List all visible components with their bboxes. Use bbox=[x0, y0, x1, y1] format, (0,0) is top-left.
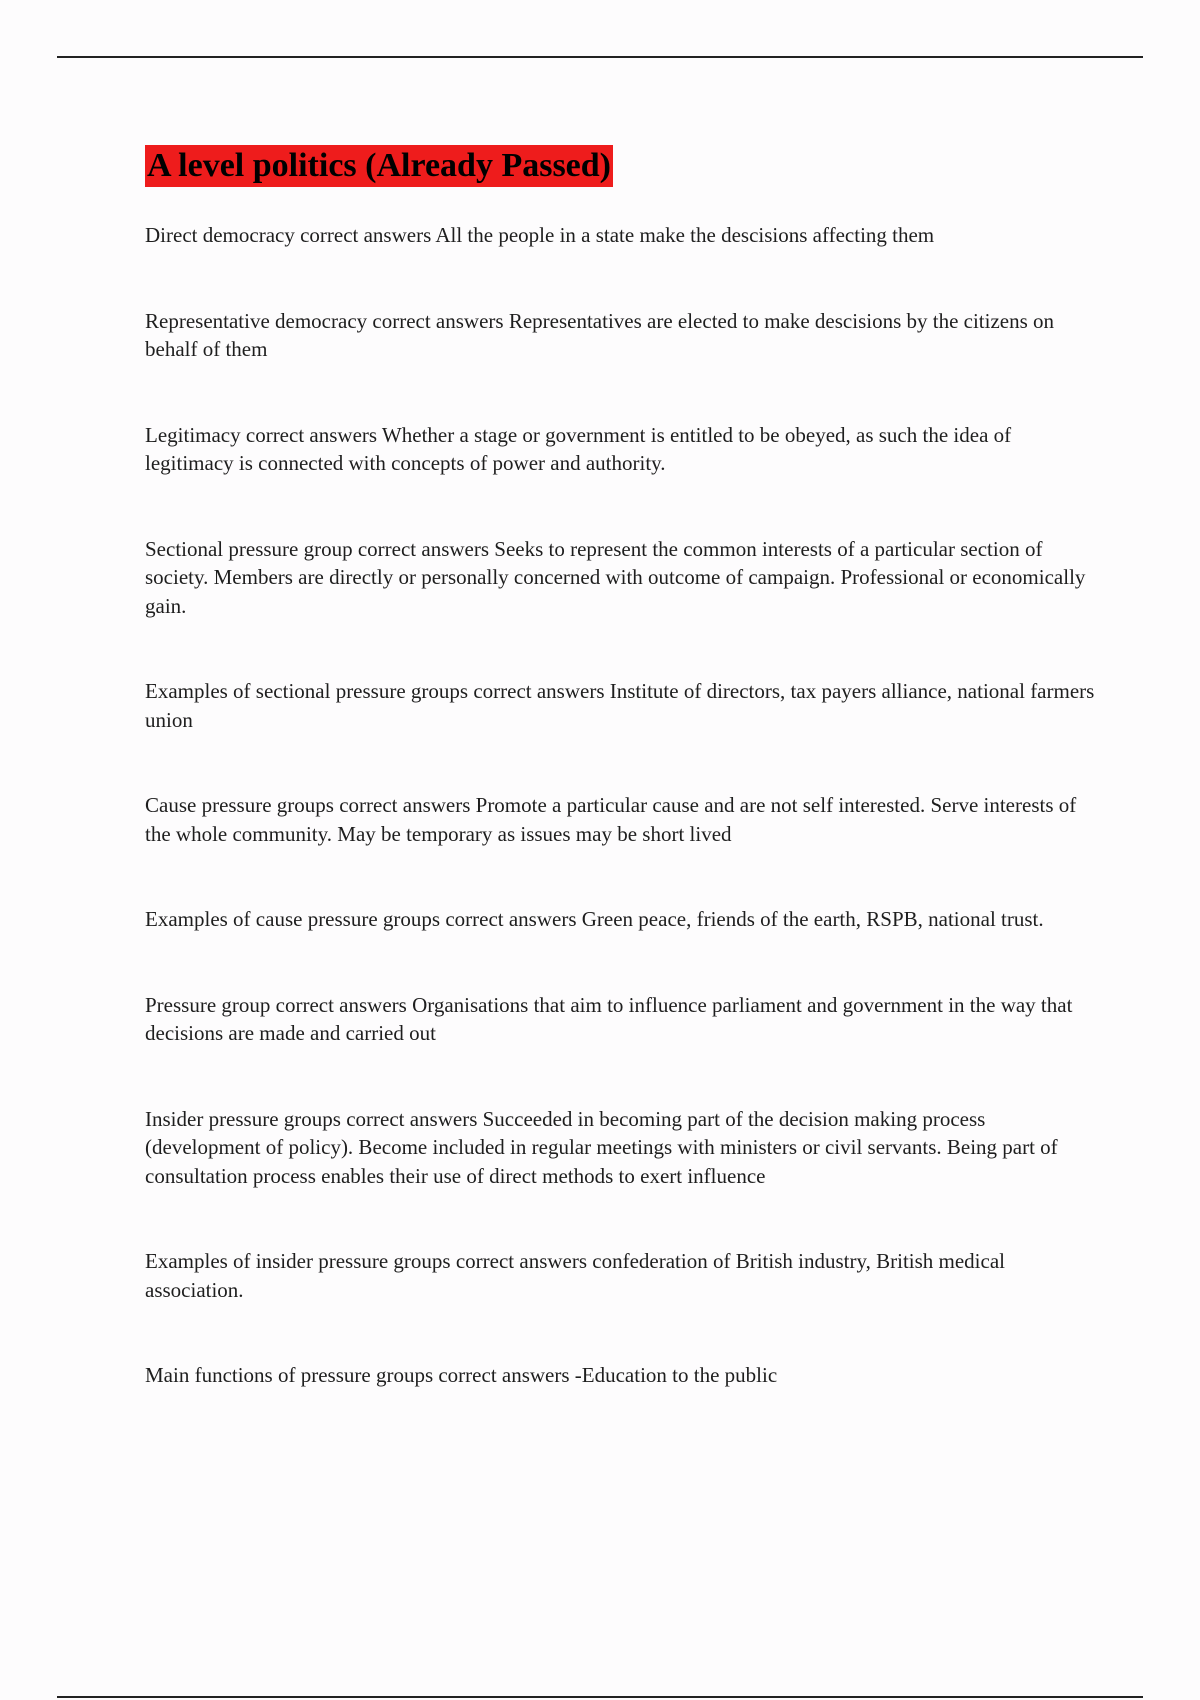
flashcard-entry: Main functions of pressure groups correct answers -Education to the public bbox=[145, 1363, 778, 1387]
flashcard-entry: Insider pressure groups correct answers Succeeded in becoming part of the decision making process (development of policy). Become included in regular meetings with ministers or civil servants. Being part of consultation process enables their use of direct methods to exert influence bbox=[145, 1106, 1058, 1188]
flashcard-entry: Representative democracy correct answers Representatives are elected to make descisions by the citizens on behalf of them bbox=[145, 308, 1055, 361]
document-body bbox=[145, 145, 1095, 1447]
flashcard-entry: Examples of sectional pressure groups correct answers Institute of directors, tax payers alliance, national farmers union bbox=[145, 679, 1095, 732]
bottom-rule bbox=[57, 1696, 1143, 1698]
flashcard-entry: Legitimacy correct answers Whether a stage or government is entitled to be obeyed, as such the idea of legitimacy is connected with concepts of power and authority. bbox=[145, 422, 1012, 475]
flashcard-list bbox=[145, 221, 1095, 1390]
flashcard-entry: Pressure group correct answers Organisations that aim to influence parliament and government in the way that decisions are made and carried out bbox=[145, 992, 1073, 1045]
flashcard-entry: Examples of insider pressure groups correct answers confederation of British industry, British medical association. bbox=[145, 1249, 1005, 1302]
top-rule bbox=[57, 56, 1143, 58]
flashcard-entry: Cause pressure groups correct answers Promote a particular cause and are not self interested. Serve interests of the whole community. May be temporary as issues may be short lived bbox=[145, 793, 1077, 846]
flashcard-entry: Sectional pressure group correct answers Seeks to represent the common interests of a particular section of society. Members are directly or personally concerned with outcome of campaign. Professional or economically gain. bbox=[145, 536, 1086, 618]
document-title: A level politics (Already Passed) bbox=[145, 145, 613, 187]
flashcard-entry: Examples of cause pressure groups correct answers Green peace, friends of the earth, RSPB, national trust. bbox=[145, 907, 1044, 931]
flashcard-entry: Direct democracy correct answers All the people in a state make the descisions affecting them bbox=[145, 223, 935, 247]
